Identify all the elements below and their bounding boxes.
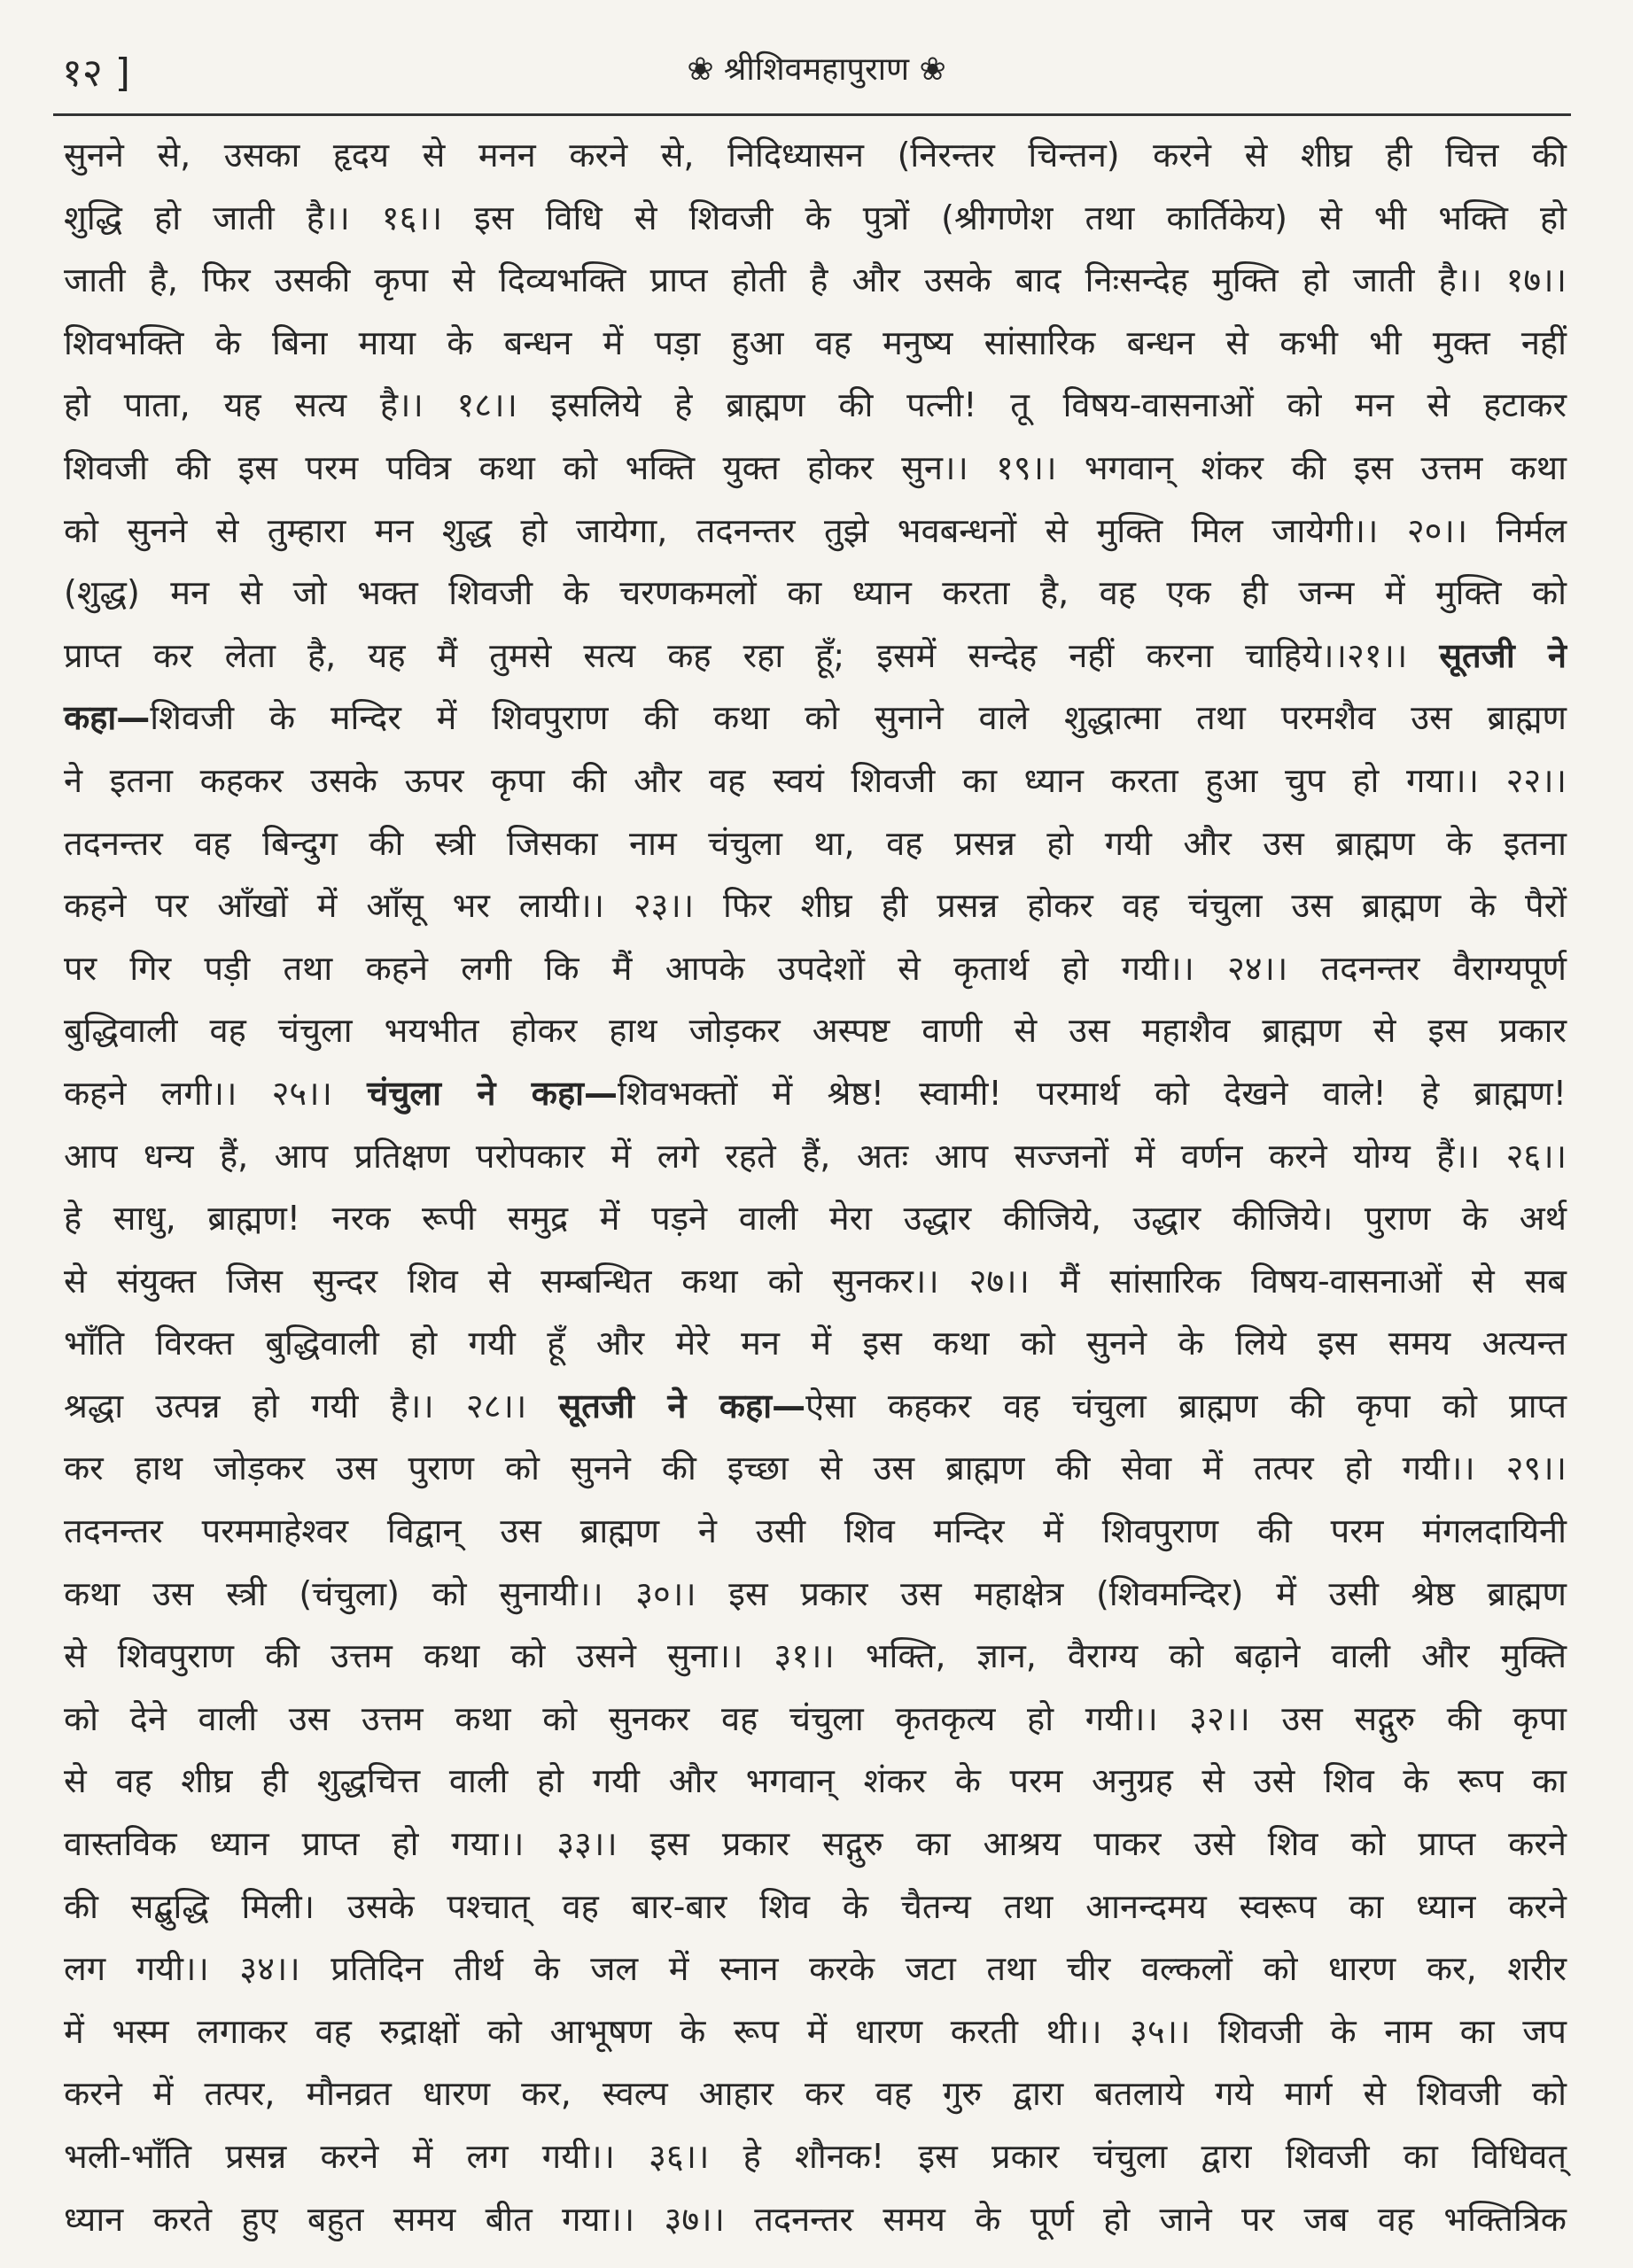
speaker-label: कहा—: [64, 698, 151, 738]
page-number: १२ ]: [62, 50, 130, 96]
text-line: [64, 750, 1567, 812]
text-segment: ध्यान करते हुए बहुत समय बीत गया।। ३७।। तदनन्तर समय के पूर्ण हो जाने पर जब वह भक्तित्रिक: [64, 2199, 1567, 2239]
text-segment: को देने वाली उस उत्तम कथा को सुनकर वह चंचुला कृतकृत्य हो गयी।। ३२।। उस सद्गुरु की कृपा: [64, 1698, 1567, 1738]
text-line: [64, 187, 1567, 250]
text-segment: ऐसा कहकर वह चंचुला ब्राह्मण की कृपा को प्राप्त: [805, 1386, 1567, 1425]
header-rule: [53, 113, 1571, 116]
text-segment: प्राप्त कर लेता है, यह मैं तुमसे सत्य कह रहा हूँ; इसमें सन्देह नहीं करना चाहिये।।२१।।: [64, 635, 1440, 675]
text-segment: भाँति विरक्त बुद्धिवाली हो गयी हूँ और मेरे मन में इस कथा को सुनने के लिये इस समय अत्यन्त: [64, 1324, 1567, 1363]
text-segment: में भस्म लगाकर वह रुद्राक्षों को आभूषण के रूप में धारण करती थी।। ३५।। शिवजी के नाम का जप: [64, 2011, 1567, 2051]
text-line: [64, 1750, 1567, 1813]
speaker-label: चंचुला ने कहा—: [367, 1073, 618, 1113]
text-line: [64, 1500, 1567, 1563]
text-segment: से संयुक्त जिस सुन्दर शिव से सम्बन्धित कथा को सुनकर।। २७।। मैं सांसारिक विषय-वासनाओं से सब: [64, 1261, 1567, 1301]
text-line: [64, 1125, 1567, 1188]
text-line: [64, 1312, 1567, 1375]
text-line: [64, 625, 1567, 687]
text-line: [64, 2125, 1567, 2188]
text-line: [64, 937, 1567, 1000]
text-segment: करने में तत्पर, मौनव्रत धारण कर, स्वल्प आहार कर वह गुरु द्वारा बतलाये गये मार्ग से शिवजी को: [64, 2074, 1567, 2114]
text-segment: शिवभक्तों में श्रेष्ठ! स्वामी! परमार्थ को देखने वाले! हे ब्राह्मण!: [617, 1073, 1567, 1113]
text-line: [64, 874, 1567, 937]
text-line: [64, 1187, 1567, 1250]
text-segment: शिवजी की इस परम पवित्र कथा को भक्ति युक्त होकर सुन।। १९।। भगवान् शंकर की इस उत्तम कथा: [64, 447, 1567, 487]
text-line: [64, 1062, 1567, 1125]
text-segment: सुनने से, उसका हृदय से मनन करने से, निदिध्यासन (निरन्तर चिन्तन) करने से शीघ्र ही चित्त की: [64, 136, 1567, 175]
text-segment: लग गयी।। ३४।। प्रतिदिन तीर्थ के जल में स्नान करके जटा तथा चीर वल्कलों को धारण कर, शरीर: [64, 1949, 1567, 1989]
text-line: [64, 1437, 1567, 1500]
text-line: [64, 437, 1567, 500]
text-segment: तदनन्तर परममाहेश्वर विद्वान् उस ब्राह्मण ने उसी शिव मन्दिर में शिवपुराण की परम मंगलदायिनी: [64, 1511, 1567, 1551]
text-line: [64, 999, 1567, 1062]
text-line: [64, 1563, 1567, 1626]
text-line: [64, 500, 1567, 563]
text-segment: श्रद्धा उत्पन्न हो गयी है।। २८।।: [64, 1386, 559, 1425]
text-segment: कहने लगी।। २५।।: [64, 1073, 368, 1113]
text-segment: शिवजी के मन्दिर में शिवपुराण की कथा को सुनाने वाले शुद्धात्मा तथा परमशैव उस ब्राह्मण: [150, 698, 1567, 738]
text-line: [64, 812, 1567, 875]
text-segment: तदनन्तर वह बिन्दुग की स्त्री जिसका नाम चंचुला था, वह प्रसन्न हो गयी और उस ब्राह्मण के इतना: [64, 823, 1567, 863]
text-segment: कर हाथ जोड़कर उस पुराण को सुनने की इच्छा से उस ब्राह्मण की सेवा में तत्पर हो गयी।। २९।।: [64, 1449, 1567, 1488]
text-line: [64, 1938, 1567, 2000]
text-segment: की सद्बुद्धि मिली। उसके पश्चात् वह बार-बार शिव के चैतन्य तथा आनन्दमय स्वरूप का ध्यान करने: [64, 1886, 1567, 1926]
text-segment: वास्तविक ध्यान प्राप्त हो गया।। ३३।। इस प्रकार सद्गुरु का आश्रय पाकर उसे शिव को प्राप्त करने: [64, 1824, 1567, 1864]
text-line: [64, 1688, 1567, 1751]
text-segment: आप धन्य हैं, आप प्रतिक्षण परोपकार में लगे रहते हैं, अतः आप सज्जनों में वर्णन करने योग्य हैं।। २६।।: [64, 1136, 1567, 1176]
text-segment: भली-भाँति प्रसन्न करने में लग गयी।। ३६।। हे शौनक! इस प्रकार चंचुला द्वारा शिवजी का विधिवत्: [64, 2137, 1567, 2176]
text-segment: (शुद्ध) मन से जो भक्त शिवजी के चरणकमलों का ध्यान करता है, वह एक ही जन्म में मुक्ति को: [64, 573, 1567, 613]
text-segment: बुद्धिवाली वह चंचुला भयभीत होकर हाथ जोड़कर अस्पष्ट वाणी से उस महाशैव ब्राह्मण से इस प्रकार: [64, 1011, 1567, 1051]
text-line: [64, 562, 1567, 625]
text-line: [64, 1625, 1567, 1688]
text-line: [64, 1250, 1567, 1313]
text-line: [64, 1813, 1567, 1876]
speaker-label: सूतजी ने: [1439, 635, 1567, 675]
text-line: [64, 2188, 1567, 2251]
text-line: [64, 2062, 1567, 2125]
text-line: [64, 1375, 1567, 1438]
speaker-label: सूतजी ने कहा—: [558, 1386, 806, 1425]
text-segment: हे साधु, ब्राह्मण! नरक रूपी समुद्र में पड़ने वाली मेरा उद्धार कीजिये, उद्धार कीजिये। पुराण के अर्थ: [64, 1199, 1567, 1239]
text-line: [64, 124, 1567, 187]
text-segment: से वह शीघ्र ही शुद्धचित्त वाली हो गयी और भगवान् शंकर के परम अनुग्रह से उसे शिव के रूप का: [64, 1761, 1567, 1801]
text-segment: ने इतना कहकर उसके ऊपर कृपा की और वह स्वयं शिवजी का ध्यान करता हुआ चुप हो गया।। २२।।: [64, 760, 1567, 800]
text-segment: हो पाता, यह सत्य है।। १८।। इसलिये हे ब्राह्मण की पत्नी! तू विषय-वासनाओं को मन से हटाकर: [64, 385, 1567, 425]
text-line: [64, 1876, 1567, 1938]
text-segment: शिवभक्ति के बिना माया के बन्धन में पड़ा हुआ वह मनुष्य सांसारिक बन्धन से कभी भी मुक्त नहीं: [64, 322, 1567, 362]
text-segment: शुद्धि हो जाती है।। १६।। इस विधि से शिवजी के पुत्रों (श्रीगणेश तथा कार्तिकेय) से भी भक्ति हो: [64, 198, 1567, 237]
text-line: [64, 687, 1567, 750]
page-header: [53, 35, 1580, 106]
text-segment: से शिवपुराण की उत्तम कथा को उसने सुना।। ३१।। भक्ति, ज्ञान, वैराग्य को बढ़ाने वाली और मुक्ति: [64, 1636, 1567, 1676]
text-segment: को सुनने से तुम्हारा मन शुद्ध हो जायेगा, तदनन्तर तुझे भवबन्धनों से मुक्ति मिल जायेगी।। २०।। निर्मल: [64, 510, 1567, 550]
text-segment: कहने पर आँखों में आँसू भर लायी।। २३।। फिर शीघ्र ही प्रसन्न होकर वह चंचुला उस ब्राह्मण के पैरों: [64, 886, 1567, 926]
text-segment: कथा उस स्त्री (चंचुला) को सुनायी।। ३०।। इस प्रकार उस महाक्षेत्र (शिवमन्दिर) में उसी श्रेष्ठ ब्राह्मण: [64, 1573, 1567, 1613]
text-line: [64, 2000, 1567, 2063]
text-segment: जाती है, फिर उसकी कृपा से दिव्यभक्ति प्राप्त होती है और उसके बाद निःसन्देह मुक्ति हो जाती है।। १७।।: [64, 260, 1567, 300]
text-line: [64, 249, 1567, 312]
body-text: [64, 124, 1567, 2250]
text-line: [64, 312, 1567, 375]
text-segment: पर गिर पड़ी तथा कहने लगी कि मैं आपके उपदेशों से कृतार्थ हो गयी।। २४।। तदनन्तर वैराग्यपूर्ण: [64, 948, 1567, 988]
running-title: ❀ श्रीशिवमहापुराण ❀: [687, 51, 946, 88]
text-line: [64, 374, 1567, 437]
